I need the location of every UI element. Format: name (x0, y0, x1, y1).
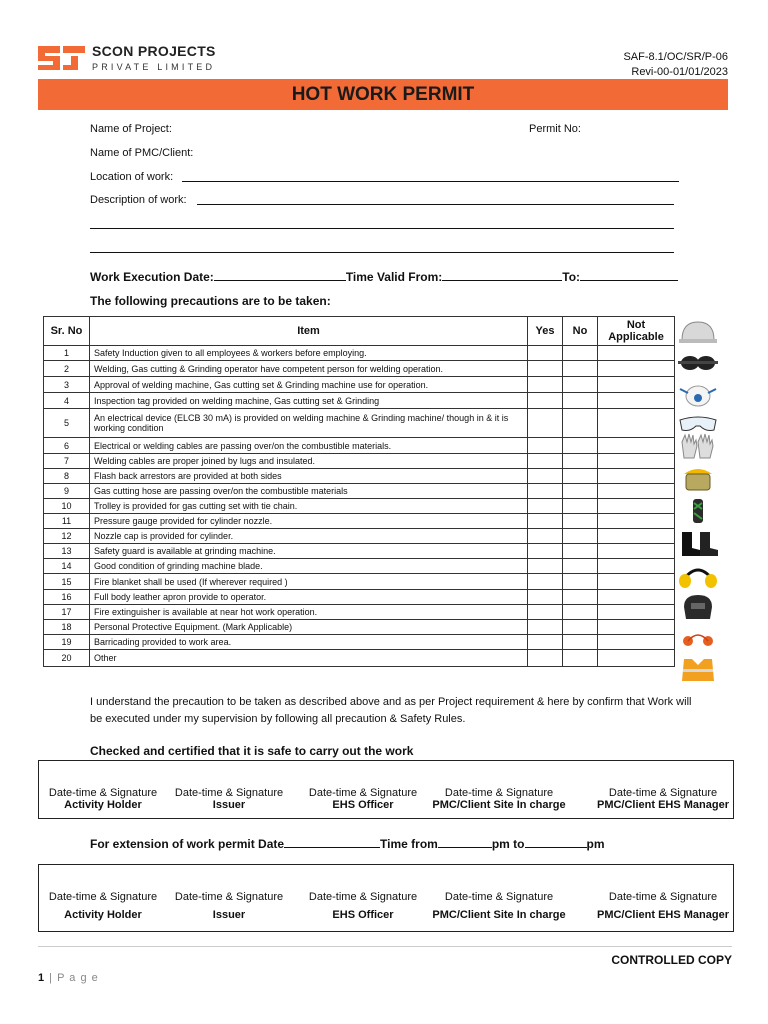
yes-checkbox-cell[interactable] (528, 484, 563, 499)
item-cell: Flash back arrestors are provided at both sides (90, 469, 528, 484)
signature-box-1 (38, 760, 734, 819)
sr-cell: 8 (44, 469, 90, 484)
company-subtitle: PRIVATE LIMITED (92, 62, 216, 72)
description-line-1[interactable] (197, 204, 674, 205)
page-num: 1 (38, 972, 46, 984)
na-checkbox-cell[interactable] (598, 377, 675, 393)
table-header-row (44, 317, 675, 346)
yes-checkbox-cell[interactable] (528, 529, 563, 544)
precautions-heading: The following precautions are to be taken: (90, 294, 331, 308)
no-checkbox-cell[interactable] (563, 499, 598, 514)
item-cell: Personal Protective Equipment. (Mark Applicable) (90, 620, 528, 635)
item-cell: Barricading provided to work area. (90, 635, 528, 650)
ear-muffs-icon (676, 563, 724, 591)
sr-cell: 3 (44, 377, 90, 393)
table-row (44, 529, 675, 544)
sig-role: Activity Holder (64, 799, 142, 811)
item-cell: An electrical device (ELCB 30 mA) is provided on welding machine & Grinding machine/ though in & it is working condition (90, 409, 528, 438)
item-cell: Electrical or welding cables are passing over/on the combustible materials. (90, 438, 528, 454)
revision-text: Revi-00-01/01/2023 (631, 66, 728, 78)
item-cell: Welding cables are proper joined by lugs and insulated. (90, 454, 528, 469)
no-checkbox-cell[interactable] (563, 590, 598, 605)
time-valid-from-label: Time Valid From: (345, 270, 443, 284)
sig-role: PMC/Client EHS Manager (596, 799, 730, 811)
checked-heading: Checked and certified that it is safe to carry out the work (90, 744, 414, 758)
no-checkbox-cell[interactable] (563, 346, 598, 361)
title-bar (38, 79, 728, 110)
extension-from-blank[interactable] (438, 847, 492, 848)
to-blank[interactable] (580, 280, 678, 281)
exec-date-blank[interactable] (214, 280, 346, 281)
item-cell: Fire extinguisher is available at near hot work operation. (90, 605, 528, 620)
na-checkbox-cell[interactable] (598, 620, 675, 635)
to-label: To: (562, 270, 581, 284)
face-shield-icon (676, 464, 724, 492)
exec-date-label: Work Execution Date: (90, 270, 214, 284)
item-header: Item (90, 317, 528, 346)
table-row (44, 484, 675, 499)
table-row (44, 346, 675, 361)
no-checkbox-cell[interactable] (563, 361, 598, 377)
welding-helmet-icon (676, 593, 724, 621)
table-row (44, 559, 675, 574)
company-name: SCON PROJECTS (92, 43, 216, 59)
table-row (44, 574, 675, 590)
table-row (44, 590, 675, 605)
na-header: Not Applicable (598, 317, 675, 346)
yes-checkbox-cell[interactable] (528, 377, 563, 393)
location-label: Location of work: (90, 171, 174, 183)
yes-header: Yes (528, 317, 563, 346)
yes-checkbox-cell[interactable] (528, 635, 563, 650)
na-checkbox-cell[interactable] (598, 514, 675, 529)
sr-cell: 14 (44, 559, 90, 574)
item-cell: Fire blanket shall be used (If wherever required ) (90, 574, 528, 590)
item-cell: Full body leather apron provide to operator. (90, 590, 528, 605)
table-row (44, 409, 675, 438)
extension-time-from: Time from (380, 837, 438, 851)
page-number: 1 | P a g e (38, 972, 99, 984)
extension-date-blank[interactable] (284, 847, 380, 848)
doc-code-text: SAF-8.1/OC/SR/P-06 (623, 51, 728, 63)
ear-plugs-icon (676, 625, 724, 653)
project-label: Name of Project: (90, 123, 172, 135)
yes-checkbox-cell[interactable] (528, 469, 563, 484)
sr-no-header: Sr. No (44, 317, 90, 346)
sig-label: Date-time & Signature (174, 891, 284, 903)
item-cell: Other (90, 650, 528, 667)
sig-role: PMC/Client Site In charge (432, 909, 566, 921)
item-cell: Gas cutting hose are passing over/on the combustible materials (90, 484, 528, 499)
sig-label: Date-time & Signature (308, 787, 418, 799)
item-cell: Safety guard is available at grinding machine. (90, 544, 528, 559)
extension-pm-to: pm to (491, 837, 525, 851)
footer-divider (38, 946, 732, 947)
ext-sig-activity-holder[interactable] (39, 891, 167, 921)
yes-checkbox-cell[interactable] (528, 393, 563, 409)
sig-label: Date-time & Signature (444, 891, 554, 903)
no-checkbox-cell[interactable] (563, 438, 598, 454)
signature-box-2 (38, 864, 734, 932)
sr-cell: 7 (44, 454, 90, 469)
yes-checkbox-cell[interactable] (528, 574, 563, 590)
execution-row (90, 270, 678, 284)
description-label: Description of work: (90, 194, 187, 206)
time-from-blank[interactable] (442, 280, 562, 281)
sr-cell: 4 (44, 393, 90, 409)
item-cell: Inspection tag provided on welding machine, Gas cutting set & Grinding (90, 393, 528, 409)
precautions-table (43, 316, 675, 667)
no-checkbox-cell[interactable] (563, 529, 598, 544)
yes-checkbox-cell[interactable] (528, 346, 563, 361)
sig-role: Activity Holder (64, 909, 142, 921)
item-cell: Safety Induction given to all employees & workers before employing. (90, 346, 528, 361)
extension-row (90, 837, 605, 851)
sr-cell: 12 (44, 529, 90, 544)
na-checkbox-cell[interactable] (598, 499, 675, 514)
item-cell: Approval of welding machine, Gas cutting set & Grinding machine use for operation. (90, 377, 528, 393)
gloves-icon (676, 432, 724, 460)
na-checkbox-cell[interactable] (598, 529, 675, 544)
sig-label: Date-time & Signature (308, 891, 418, 903)
safety-vest-icon (676, 655, 724, 683)
sr-cell: 19 (44, 635, 90, 650)
yes-checkbox-cell[interactable] (528, 544, 563, 559)
yes-checkbox-cell[interactable] (528, 438, 563, 454)
dust-mask-icon (676, 381, 724, 409)
no-checkbox-cell[interactable] (563, 620, 598, 635)
yes-checkbox-cell[interactable] (528, 650, 563, 667)
declaration-text: I understand the precaution to be taken as described above and as per Project requirement & here by confirm that Work will be executed under my supervision by following all precaution & Safety Rules. (90, 696, 692, 725)
table-row (44, 514, 675, 529)
safety-boots-icon (676, 530, 724, 558)
no-checkbox-cell[interactable] (563, 409, 598, 438)
table-row (44, 635, 675, 650)
sr-cell: 10 (44, 499, 90, 514)
no-checkbox-cell[interactable] (563, 559, 598, 574)
sig-label: Date-time & Signature (48, 891, 158, 903)
sig-issuer[interactable] (169, 787, 289, 811)
sig-role: Issuer (212, 799, 246, 811)
document-code (623, 50, 728, 80)
table-row (44, 454, 675, 469)
sig-label: Date-time & Signature (48, 787, 158, 799)
yes-checkbox-cell[interactable] (528, 454, 563, 469)
table-row (44, 544, 675, 559)
sr-cell: 9 (44, 484, 90, 499)
item-cell: Pressure gauge provided for cylinder nozzle. (90, 514, 528, 529)
no-checkbox-cell[interactable] (563, 605, 598, 620)
na-checkbox-cell[interactable] (598, 544, 675, 559)
ext-sig-pmc-ehs-manager[interactable] (589, 891, 737, 921)
description-line-3[interactable] (90, 252, 674, 253)
sig-role: EHS Officer (332, 799, 394, 811)
sig-role: PMC/Client EHS Manager (596, 909, 730, 921)
table-row (44, 605, 675, 620)
sr-cell: 18 (44, 620, 90, 635)
sr-cell: 17 (44, 605, 90, 620)
sr-cell: 11 (44, 514, 90, 529)
yes-checkbox-cell[interactable] (528, 590, 563, 605)
table-row (44, 393, 675, 409)
item-cell: Nozzle cap is provided for cylinder. (90, 529, 528, 544)
sr-cell: 13 (44, 544, 90, 559)
table-row (44, 650, 675, 667)
company-logo (38, 44, 86, 72)
location-line[interactable] (182, 181, 679, 182)
sr-cell: 1 (44, 346, 90, 361)
sr-cell: 6 (44, 438, 90, 454)
extension-to-blank[interactable] (525, 847, 587, 848)
sr-cell: 15 (44, 574, 90, 590)
na-checkbox-cell[interactable] (598, 346, 675, 361)
na-checkbox-cell[interactable] (598, 409, 675, 438)
na-checkbox-cell[interactable] (598, 650, 675, 667)
harness-icon (676, 497, 724, 525)
sr-cell: 5 (44, 409, 90, 438)
sr-cell: 20 (44, 650, 90, 667)
yes-checkbox-cell[interactable] (528, 620, 563, 635)
sig-label: Date-time & Signature (444, 787, 554, 799)
table-row (44, 377, 675, 393)
ext-sig-ehs-officer[interactable] (301, 891, 425, 921)
page-title: HOT WORK PERMIT (291, 84, 475, 105)
no-header: No (563, 317, 598, 346)
helmet-icon (676, 318, 724, 346)
na-checkbox-cell[interactable] (598, 574, 675, 590)
na-checkbox-cell[interactable] (598, 393, 675, 409)
na-checkbox-cell[interactable] (598, 438, 675, 454)
na-checkbox-cell[interactable] (598, 469, 675, 484)
sig-label: Date-time & Signature (608, 891, 718, 903)
permit-no-label: Permit No: (529, 123, 581, 135)
table-row (44, 620, 675, 635)
sr-cell: 2 (44, 361, 90, 377)
yes-checkbox-cell[interactable] (528, 409, 563, 438)
pmc-client-label: Name of PMC/Client: (90, 147, 194, 159)
na-checkbox-cell[interactable] (598, 454, 675, 469)
no-checkbox-cell[interactable] (563, 635, 598, 650)
table-row (44, 361, 675, 377)
sig-label: Date-time & Signature (174, 787, 284, 799)
yes-checkbox-cell[interactable] (528, 514, 563, 529)
description-line-2[interactable] (90, 228, 674, 229)
no-checkbox-cell[interactable] (563, 544, 598, 559)
yes-checkbox-cell[interactable] (528, 559, 563, 574)
sig-label: Date-time & Signature (608, 787, 718, 799)
sig-role: PMC/Client Site In charge (432, 799, 566, 811)
table-row (44, 499, 675, 514)
yes-checkbox-cell[interactable] (528, 499, 563, 514)
na-checkbox-cell[interactable] (598, 590, 675, 605)
na-checkbox-cell[interactable] (598, 635, 675, 650)
item-cell: Welding, Gas cutting & Grinding operator have competent person for welding operation. (90, 361, 528, 377)
no-checkbox-cell[interactable] (563, 377, 598, 393)
extension-pm: pm (586, 837, 605, 851)
table-row (44, 469, 675, 484)
na-checkbox-cell[interactable] (598, 361, 675, 377)
sig-role: Issuer (212, 909, 246, 921)
ext-sig-issuer[interactable] (169, 891, 289, 921)
no-checkbox-cell[interactable] (563, 574, 598, 590)
no-checkbox-cell[interactable] (563, 650, 598, 667)
sig-ehs-officer[interactable] (301, 787, 425, 811)
extension-lead: For extension of work permit Date (90, 837, 285, 851)
no-checkbox-cell[interactable] (563, 393, 598, 409)
item-cell: Good condition of grinding machine blade. (90, 559, 528, 574)
na-checkbox-cell[interactable] (598, 484, 675, 499)
na-checkbox-cell[interactable] (598, 559, 675, 574)
yes-checkbox-cell[interactable] (528, 605, 563, 620)
table-row (44, 438, 675, 454)
no-checkbox-cell[interactable] (563, 484, 598, 499)
sig-pmc-ehs-manager[interactable] (589, 787, 737, 811)
welding-goggles-icon (676, 349, 724, 377)
sig-pmc-site-incharge[interactable] (431, 787, 567, 811)
na-checkbox-cell[interactable] (598, 605, 675, 620)
sig-role: EHS Officer (332, 909, 394, 921)
no-checkbox-cell[interactable] (563, 514, 598, 529)
ext-sig-pmc-site-incharge[interactable] (431, 891, 567, 921)
page-word: P a g e (57, 972, 99, 984)
yes-checkbox-cell[interactable] (528, 361, 563, 377)
item-cell: Trolley is provided for gas cutting set with tie chain. (90, 499, 528, 514)
sr-cell: 16 (44, 590, 90, 605)
controlled-copy-label: CONTROLLED COPY (611, 953, 732, 967)
no-checkbox-cell[interactable] (563, 454, 598, 469)
no-checkbox-cell[interactable] (563, 469, 598, 484)
sig-activity-holder[interactable] (39, 787, 167, 811)
